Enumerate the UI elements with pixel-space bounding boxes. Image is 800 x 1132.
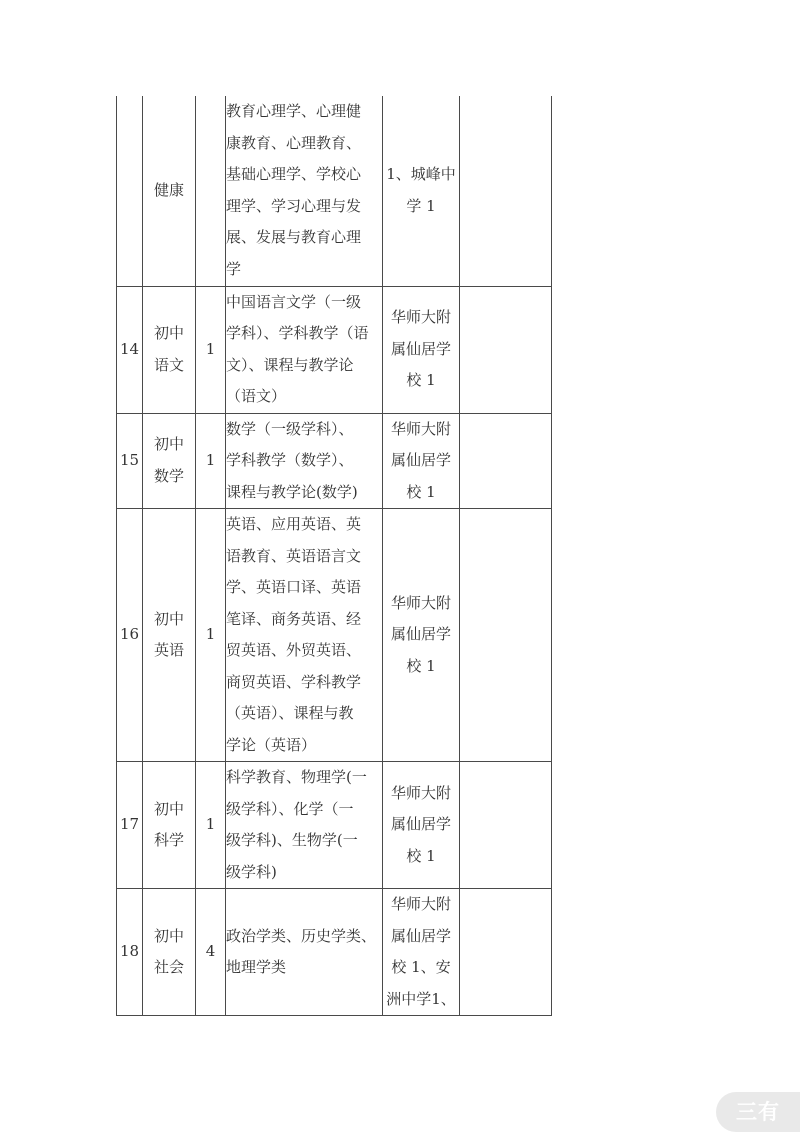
subject-cell bbox=[143, 509, 196, 762]
table-row bbox=[117, 762, 552, 889]
major-cell bbox=[226, 889, 383, 1016]
note-cell bbox=[460, 762, 552, 889]
table-row bbox=[117, 413, 552, 509]
subject-text: 初中 英语 bbox=[153, 609, 184, 659]
subject-text: 初中 社会 bbox=[153, 926, 184, 976]
row-number-cell: 14 bbox=[117, 286, 143, 413]
note-cell bbox=[460, 413, 552, 509]
school-cell bbox=[383, 509, 460, 762]
note-cell bbox=[460, 96, 552, 286]
school-text: 华师大附 属仙居学 校 1、安 洲中学1、 bbox=[386, 895, 456, 1008]
note-cell bbox=[460, 286, 552, 413]
count-cell: 1 bbox=[196, 286, 226, 413]
school-cell bbox=[383, 413, 460, 509]
table-row bbox=[117, 509, 552, 762]
school-text: 华师大附 属仙居学 校 1 bbox=[390, 593, 451, 675]
note-cell bbox=[460, 889, 552, 1016]
school-cell bbox=[383, 762, 460, 889]
count-cell: 1 bbox=[196, 509, 226, 762]
major-text: 数学（一级学科）、 学科教学（数学）、 课程与教学论(数学) bbox=[226, 419, 358, 501]
subject-cell bbox=[143, 96, 196, 286]
watermark-logo: 三有 bbox=[716, 1092, 800, 1132]
subject-text: 初中 语文 bbox=[153, 324, 184, 374]
subject-text: 初中 科学 bbox=[153, 799, 184, 849]
row-number-cell: 15 bbox=[117, 413, 143, 509]
count-cell: 1 bbox=[196, 413, 226, 509]
major-cell bbox=[226, 762, 383, 889]
count-cell: 1 bbox=[196, 762, 226, 889]
school-cell bbox=[383, 286, 460, 413]
subject-cell bbox=[143, 413, 196, 509]
table-row bbox=[117, 96, 552, 286]
major-cell bbox=[226, 413, 383, 509]
major-text: 政治学类、历史学类、 地理学类 bbox=[226, 926, 377, 976]
table-row bbox=[117, 286, 552, 413]
table-row bbox=[117, 889, 552, 1016]
major-cell bbox=[226, 96, 383, 286]
school-cell bbox=[383, 96, 460, 286]
note-cell bbox=[460, 509, 552, 762]
recruitment-table bbox=[116, 96, 552, 1016]
school-text: 华师大附 属仙居学 校 1 bbox=[390, 308, 451, 390]
major-text: 中国语言文学（一级 学科）、学科教学（语 文）、课程与教学论 （语文） bbox=[226, 292, 369, 405]
row-number-cell: 17 bbox=[117, 762, 143, 889]
subject-cell bbox=[143, 889, 196, 1016]
subject-text: 健康 bbox=[153, 181, 184, 199]
row-number-cell: 18 bbox=[117, 889, 143, 1016]
major-cell bbox=[226, 286, 383, 413]
subject-cell bbox=[143, 286, 196, 413]
school-text: 华师大附 属仙居学 校 1 bbox=[390, 419, 451, 501]
count-cell: 4 bbox=[196, 889, 226, 1016]
school-text: 1、城峰中 学 1 bbox=[386, 165, 456, 215]
row-number-cell: 16 bbox=[117, 509, 143, 762]
major-text: 英语、应用英语、英 语教育、英语语言文 学、英语口译、英语 笔译、商务英语、经 贸英语、外贸英语、 商贸英语、学科教学 （英语）、课程与教 学论（英语） bbox=[226, 515, 362, 754]
row-number-cell bbox=[117, 96, 143, 286]
count-cell bbox=[196, 96, 226, 286]
subject-text: 初中 数学 bbox=[153, 435, 184, 485]
major-text: 科学教育、物理学(一 级学科）、化学（一 级学科)、生物学(一 级学科) bbox=[226, 768, 367, 881]
school-cell bbox=[383, 889, 460, 1016]
major-cell bbox=[226, 509, 383, 762]
school-text: 华师大附 属仙居学 校 1 bbox=[390, 783, 451, 865]
major-text: 教育心理学、心理健 康教育、心理教育、 基础心理学、学校心 理学、学习心理与发 展、发展与教育心理 学 bbox=[226, 102, 362, 278]
subject-cell bbox=[143, 762, 196, 889]
